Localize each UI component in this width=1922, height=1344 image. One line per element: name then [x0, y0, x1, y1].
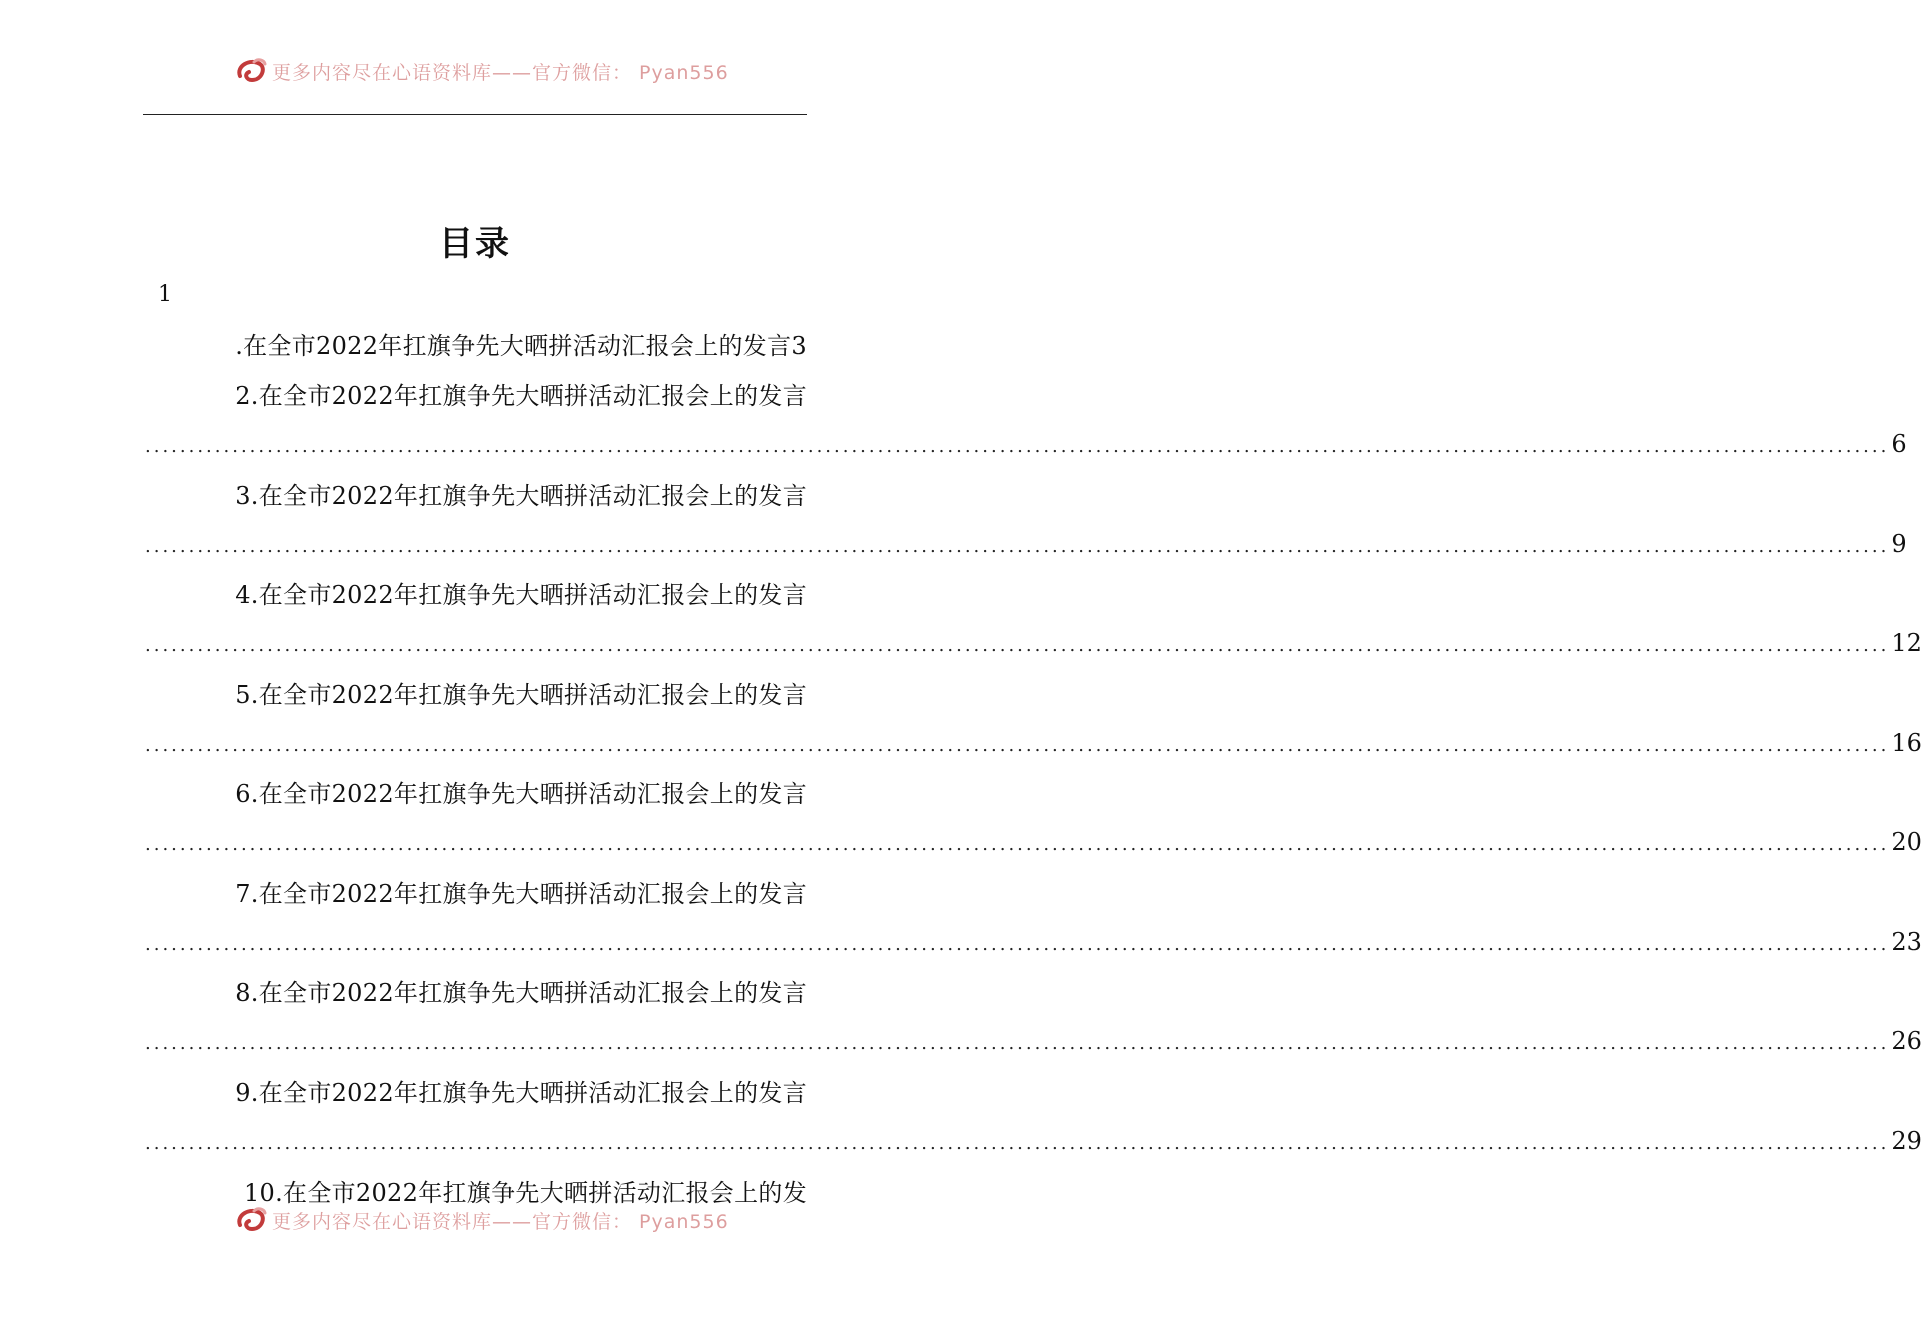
header-divider	[143, 114, 807, 115]
dot-leader: ........................................................................................................................................................................................................	[145, 536, 1890, 557]
toc-leader-row[interactable]	[145, 428, 1907, 463]
dot-leader: ........................................................................................................................................................................................................	[145, 635, 1890, 656]
toc-entry-text: 4.在全市2022年扛旗争先大晒拼活动汇报会上的发言	[235, 581, 807, 609]
toc-page-number: 16	[1891, 729, 1922, 757]
toc-entry-text: 10.在全市2022年扛旗争先大晒拼活动汇报会上的发	[243, 1179, 807, 1207]
dot-leader: ........................................................................................................................................................................................................	[145, 735, 1890, 756]
watermark-header	[232, 54, 732, 88]
toc-leader-row[interactable]	[145, 1025, 1922, 1060]
swirl-logo-icon	[232, 54, 270, 88]
toc-entry[interactable]	[235, 579, 807, 611]
toc-entry[interactable]	[235, 878, 807, 910]
toc-first-number: 1	[158, 282, 172, 307]
toc-entry[interactable]	[235, 977, 807, 1009]
toc-entry-text: 2.在全市2022年扛旗争先大晒拼活动汇报会上的发言	[235, 382, 807, 410]
toc-page-number: 12	[1891, 629, 1922, 657]
toc-leader-row[interactable]	[145, 826, 1922, 861]
dot-leader: ........................................................................................................................................................................................................	[145, 934, 1890, 955]
toc-leader-row[interactable]	[145, 727, 1922, 762]
toc-entry[interactable]	[235, 1077, 807, 1109]
toc-entry-text: 5.在全市2022年扛旗争先大晒拼活动汇报会上的发言	[235, 681, 807, 709]
toc-page-number: 6	[1891, 430, 1907, 458]
dot-leader: ........................................................................................................................................................................................................	[145, 1033, 1890, 1054]
toc-leader-row[interactable]	[145, 627, 1922, 662]
toc-entry-text: 7.在全市2022年扛旗争先大晒拼活动汇报会上的发言	[235, 880, 807, 908]
toc-leader-row[interactable]	[145, 926, 1922, 961]
swirl-logo-icon	[232, 1203, 270, 1237]
toc-entry-page: 3	[791, 332, 807, 360]
toc-entry[interactable]	[235, 380, 807, 412]
toc-leader-row[interactable]	[145, 528, 1907, 563]
watermark-text: 更多内容尽在心语资料库——官方微信： Pyan556	[272, 1210, 729, 1233]
toc-entry[interactable]	[235, 480, 807, 512]
page-title: 目录	[439, 224, 511, 264]
toc-entry-text: 8.在全市2022年扛旗争先大晒拼活动汇报会上的发言	[235, 979, 807, 1007]
toc-page-number: 29	[1891, 1127, 1922, 1155]
toc-page-number: 26	[1891, 1027, 1922, 1055]
toc-entry-text: 6.在全市2022年扛旗争先大晒拼活动汇报会上的发言	[235, 780, 807, 808]
toc-entry-text: 9.在全市2022年扛旗争先大晒拼活动汇报会上的发言	[235, 1079, 807, 1107]
toc-entry-first[interactable]	[235, 330, 807, 362]
toc-leader-row[interactable]	[145, 1125, 1922, 1160]
toc-page-number: 9	[1891, 530, 1907, 558]
toc-entry-text: 3.在全市2022年扛旗争先大晒拼活动汇报会上的发言	[235, 482, 807, 510]
watermark-text: 更多内容尽在心语资料库——官方微信： Pyan556	[272, 61, 729, 84]
watermark-footer	[232, 1203, 732, 1237]
toc-page-number: 20	[1891, 828, 1922, 856]
toc-entry[interactable]	[235, 778, 807, 810]
dot-leader: ........................................................................................................................................................................................................	[145, 834, 1890, 855]
dot-leader: ........................................................................................................................................................................................................	[145, 1133, 1890, 1154]
toc-entry-text: .在全市2022年扛旗争先大晒拼活动汇报会上的发言	[235, 332, 792, 360]
toc-page-number: 23	[1891, 928, 1922, 956]
dot-leader: ........................................................................................................................................................................................................	[145, 436, 1890, 457]
toc-entry[interactable]	[235, 679, 807, 711]
